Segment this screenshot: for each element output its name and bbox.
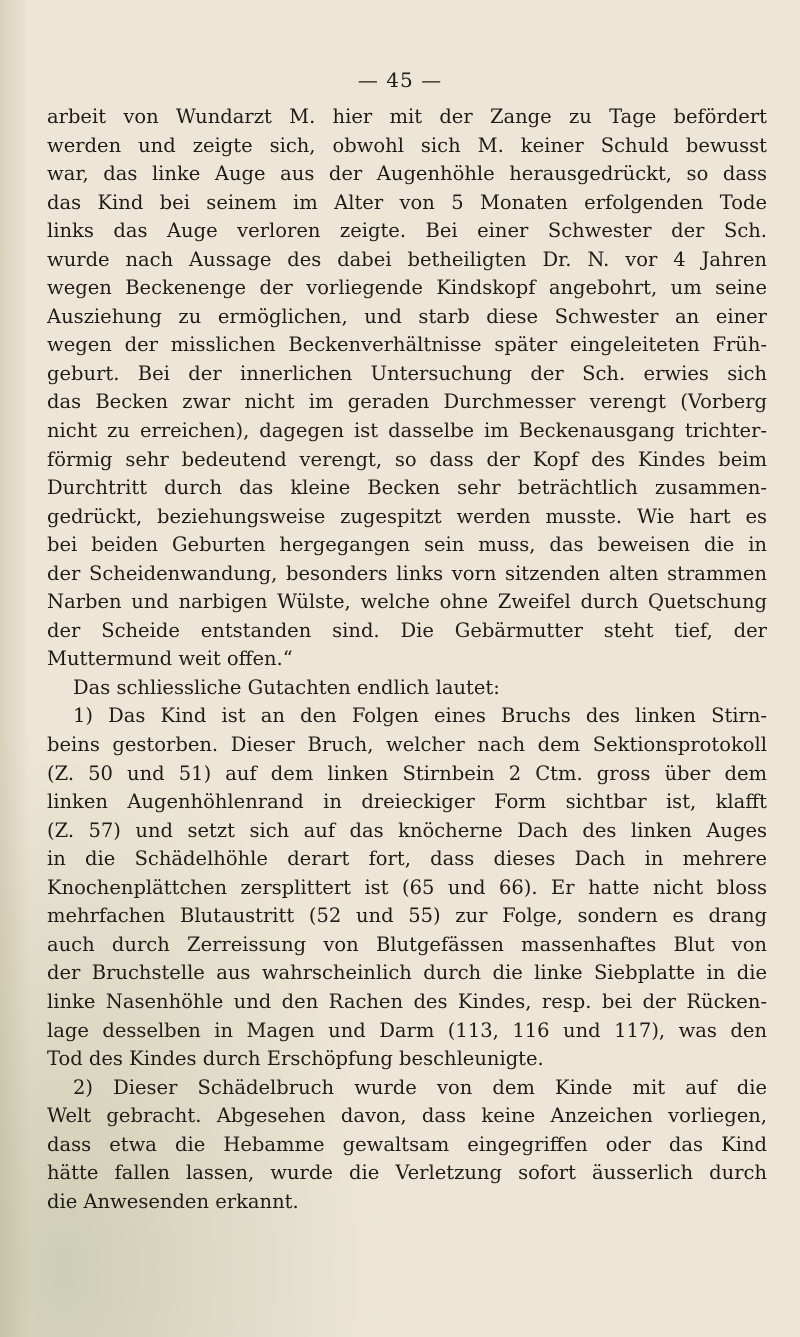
text-line: linken Augenhöhlenrand in dreieckiger Form sichtbar ist, klafft <box>47 790 767 814</box>
text-line: links das Auge verloren zeigte. Bei einer Schwester der Sch. <box>47 219 767 243</box>
text-line: Knochenplättchen zersplittert ist (65 und 66). Er hatte nicht bloss <box>47 875 767 899</box>
text-line: mehrfachen Blutaustritt (52 und 55) zur Folge, sondern es drang <box>47 904 767 928</box>
text-line: dass etwa die Hebamme gewaltsam eingegriffen oder das Kind <box>47 1132 767 1156</box>
page-number: — 45 — <box>357 68 443 92</box>
text-line: 2) Dieser Schädelbruch wurde von dem Kinde mit auf die <box>73 1075 767 1099</box>
text-line: nicht zu erreichen), dagegen ist dasselbe im Beckenausgang trichter- <box>47 419 767 443</box>
text-line: Das schliessliche Gutachten endlich lautet: <box>73 675 500 699</box>
text-line: der Scheide entstanden sind. Die Gebärmutter steht tief, der <box>47 618 767 642</box>
text-line: der Scheidenwandung, besonders links vorn sitzenden alten strammen <box>47 561 767 585</box>
text-line: beins gestorben. Dieser Bruch, welcher nach dem Sektionsprotokoll <box>47 733 767 757</box>
text-line: arbeit von Wundarzt M. hier mit der Zange zu Tage befördert <box>47 105 767 128</box>
text-line: war, das linke Auge aus der Augenhöhle herausgedrückt, so dass <box>47 162 767 186</box>
text-line: Narben und narbigen Wülste, welche ohne Zweifel durch Quetschung <box>47 590 767 614</box>
text-line: (Z. 50 und 51) auf dem linken Stirnbein 2 Ctm. gross über dem <box>47 761 767 785</box>
text-line: gedrückt, beziehungsweise zugespitzt werden musste. Wie hart es <box>47 504 767 528</box>
text-line: wurde nach Aussage des dabei betheiligten Dr. N. vor 4 Jahren <box>47 247 767 271</box>
text-line: Tod des Kindes durch Erschöpfung beschleunigte. <box>47 1047 544 1071</box>
text-line: Ausziehung zu ermöglichen, und starb diese Schwester an einer <box>47 304 767 328</box>
text-line: Durchtritt durch das kleine Becken sehr beträchtlich zusammen- <box>47 476 767 500</box>
text-line: die Anwesenden erkannt. <box>47 1189 299 1213</box>
text-line: werden und zeigte sich, obwohl sich M. keiner Schuld bewusst <box>47 133 767 157</box>
text-line: wegen Beckenenge der vorliegende Kindskopf angebohrt, um seine <box>47 276 767 300</box>
text-line: das Becken zwar nicht im geraden Durchmesser verengt (Vorberg <box>47 390 767 414</box>
text-line: (Z. 57) und setzt sich auf das knöcherne Dach des linken Auges <box>47 818 767 842</box>
text-line: lage desselben in Magen und Darm (113, 116 und 117), was den <box>47 1018 767 1042</box>
text-line: in die Schädelhöhle derart fort, dass dieses Dach in mehrere <box>47 847 767 871</box>
text-line: wegen der misslichen Beckenverhältnisse später eingeleiteten Früh- <box>47 333 767 357</box>
text-line: förmig sehr bedeutend verengt, so dass der Kopf des Kindes beim <box>47 447 767 471</box>
text-line: das Kind bei seinem im Alter von 5 Monaten erfolgenden Tode <box>47 190 767 214</box>
text-line: Muttermund weit offen.“ <box>47 647 293 671</box>
text-line: hätte fallen lassen, wurde die Verletzung sofort äusserlich durch <box>47 1161 767 1185</box>
text-line: geburt. Bei der innerlichen Untersuchung der Sch. erwies sich <box>47 361 767 385</box>
text-line: Welt gebracht. Abgesehen davon, dass keine Anzeichen vorliegen, <box>47 1104 767 1128</box>
text-line: 1) Das Kind ist an den Folgen eines Bruchs des linken Stirn- <box>73 704 767 728</box>
text-line: der Bruchstelle aus wahrscheinlich durch die linke Siebplatte in die <box>47 961 767 985</box>
text-line: linke Nasenhöhle und den Rachen des Kindes, resp. bei der Rücken- <box>47 989 767 1013</box>
body-text <box>47 103 767 1216</box>
text-line: bei beiden Geburten hergegangen sein muss, das beweisen die in <box>47 533 767 557</box>
text-line: auch durch Zerreissung von Blutgefässen massenhaftes Blut von <box>47 932 767 956</box>
